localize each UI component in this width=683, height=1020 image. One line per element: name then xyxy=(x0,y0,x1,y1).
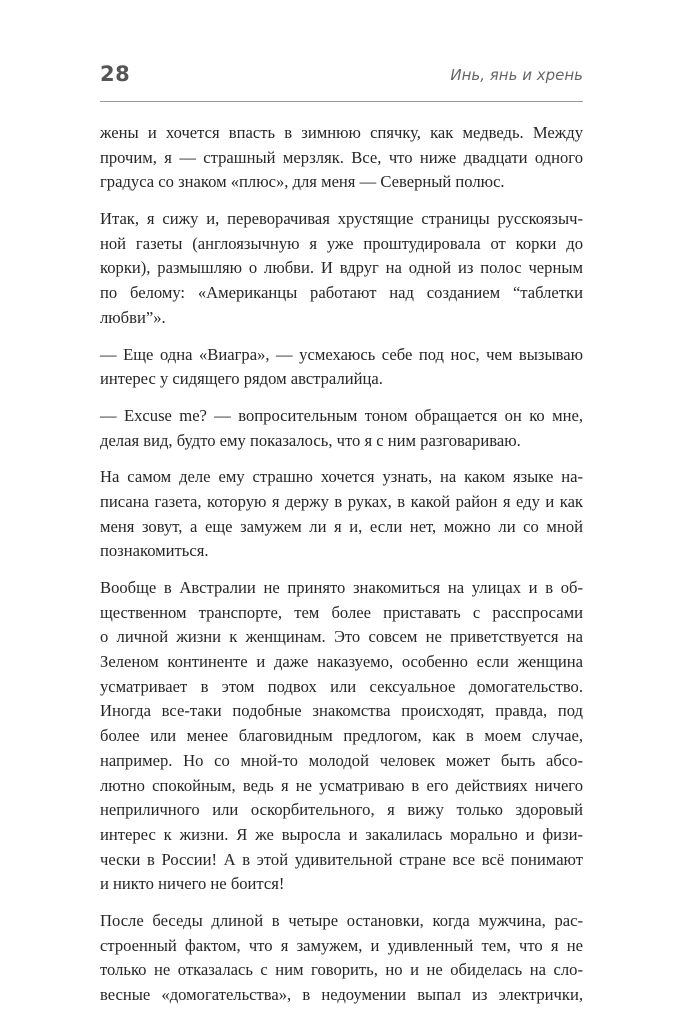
paragraph xyxy=(100,576,583,897)
body-text xyxy=(100,121,583,1020)
text-line: неприличного или оскорбительного, я вижу только здоровый xyxy=(100,800,583,820)
text-line: После беседы длиной в четыре остановки, когда мужчина, рас- xyxy=(100,910,583,930)
paragraph xyxy=(100,404,583,453)
text-line: писана газета, которую я держу в руках, в какой район я еду и как xyxy=(100,491,583,511)
text-line: более или менее благовидным предлогом, как в моем случае, xyxy=(100,726,583,746)
text-line: щественном транспорте, тем более приставать с расспросами xyxy=(100,602,583,622)
text-line: о личной жизни к женщинам. Это совсем не приветствуется на xyxy=(100,627,583,647)
text-line: Зеленом континенте и даже наказуемо, особенно если женщина xyxy=(100,652,583,672)
paragraph xyxy=(100,207,583,330)
running-title: Инь, янь и хрень xyxy=(450,66,583,84)
paragraph xyxy=(100,909,583,1008)
text-line: градуса со знаком «плюс», для меня — Северный полюс. xyxy=(100,172,505,192)
text-line: и никто ничего не боится! xyxy=(100,874,285,894)
text-line: интерес у сидящего рядом австралийца. xyxy=(100,369,383,389)
text-line: делая вид, будто ему показалось, что я с ним разговариваю. xyxy=(100,430,521,450)
text-line: любви”». xyxy=(100,307,166,327)
text-line: лютно спокойным, ведь я не усматриваю в его действиях ничего xyxy=(100,775,583,795)
paragraph xyxy=(100,465,583,564)
text-line: строенный фактом, что я замужем, и удивленный тем, что я не xyxy=(100,935,583,955)
paragraph xyxy=(100,121,583,195)
header-divider xyxy=(100,101,583,102)
page-number: 28 xyxy=(100,62,131,86)
text-line: прочим, я — страшный мерзляк. Все, что ниже двадцати одного xyxy=(100,147,583,167)
text-line: интерес к жизни. Я же выросла и закалилась морально и физи- xyxy=(100,824,583,844)
text-line: ной газеты (англоязычную я уже проштудировала от корки до xyxy=(100,233,583,253)
text-line: чески в России! А в этой удивительной стране все всё понимают xyxy=(100,849,583,869)
text-line: — Еще одна «Виагра», — усмехаюсь себе под нос, чем вызываю xyxy=(100,344,583,364)
text-line: познакомиться. xyxy=(100,541,209,561)
text-line: — Excuse me? — вопросительным тоном обращается он ко мне, xyxy=(100,405,583,425)
text-line: только не отказалась с ним говорить, но и не обиделась на сло- xyxy=(100,960,583,980)
text-line: усматривает в этом подвох или сексуальное домогательство. xyxy=(100,676,583,696)
text-line: Иногда все-таки подобные знакомства происходят, правда, под xyxy=(100,701,583,721)
text-line: Вообще в Австралии не принято знакомиться на улицах и в об- xyxy=(100,578,583,597)
text-line: весные «домогательства», в недоумении выпал из электрички, xyxy=(100,985,583,1004)
text-line: по белому: «Американцы работают над созданием “таблетки xyxy=(100,283,583,303)
text-line: Итак, я сижу и, переворачивая хрустящие страницы русскоязыч- xyxy=(100,209,583,229)
text-line: На самом деле ему страшно хочется узнать, на каком языке на- xyxy=(100,467,583,487)
text-line: например. Но со мной-то молодой человек может быть абсо- xyxy=(100,750,583,770)
paragraph xyxy=(100,343,583,392)
text-line: меня зовут, а еще замужем ли я и, если нет, можно ли со мной xyxy=(100,516,583,536)
text-line: корки), размышляю о любви. И вдруг на одной из полос черным xyxy=(100,258,583,278)
text-line: жены и хочется впасть в зимнюю спячку, как медведь. Между xyxy=(100,123,583,142)
